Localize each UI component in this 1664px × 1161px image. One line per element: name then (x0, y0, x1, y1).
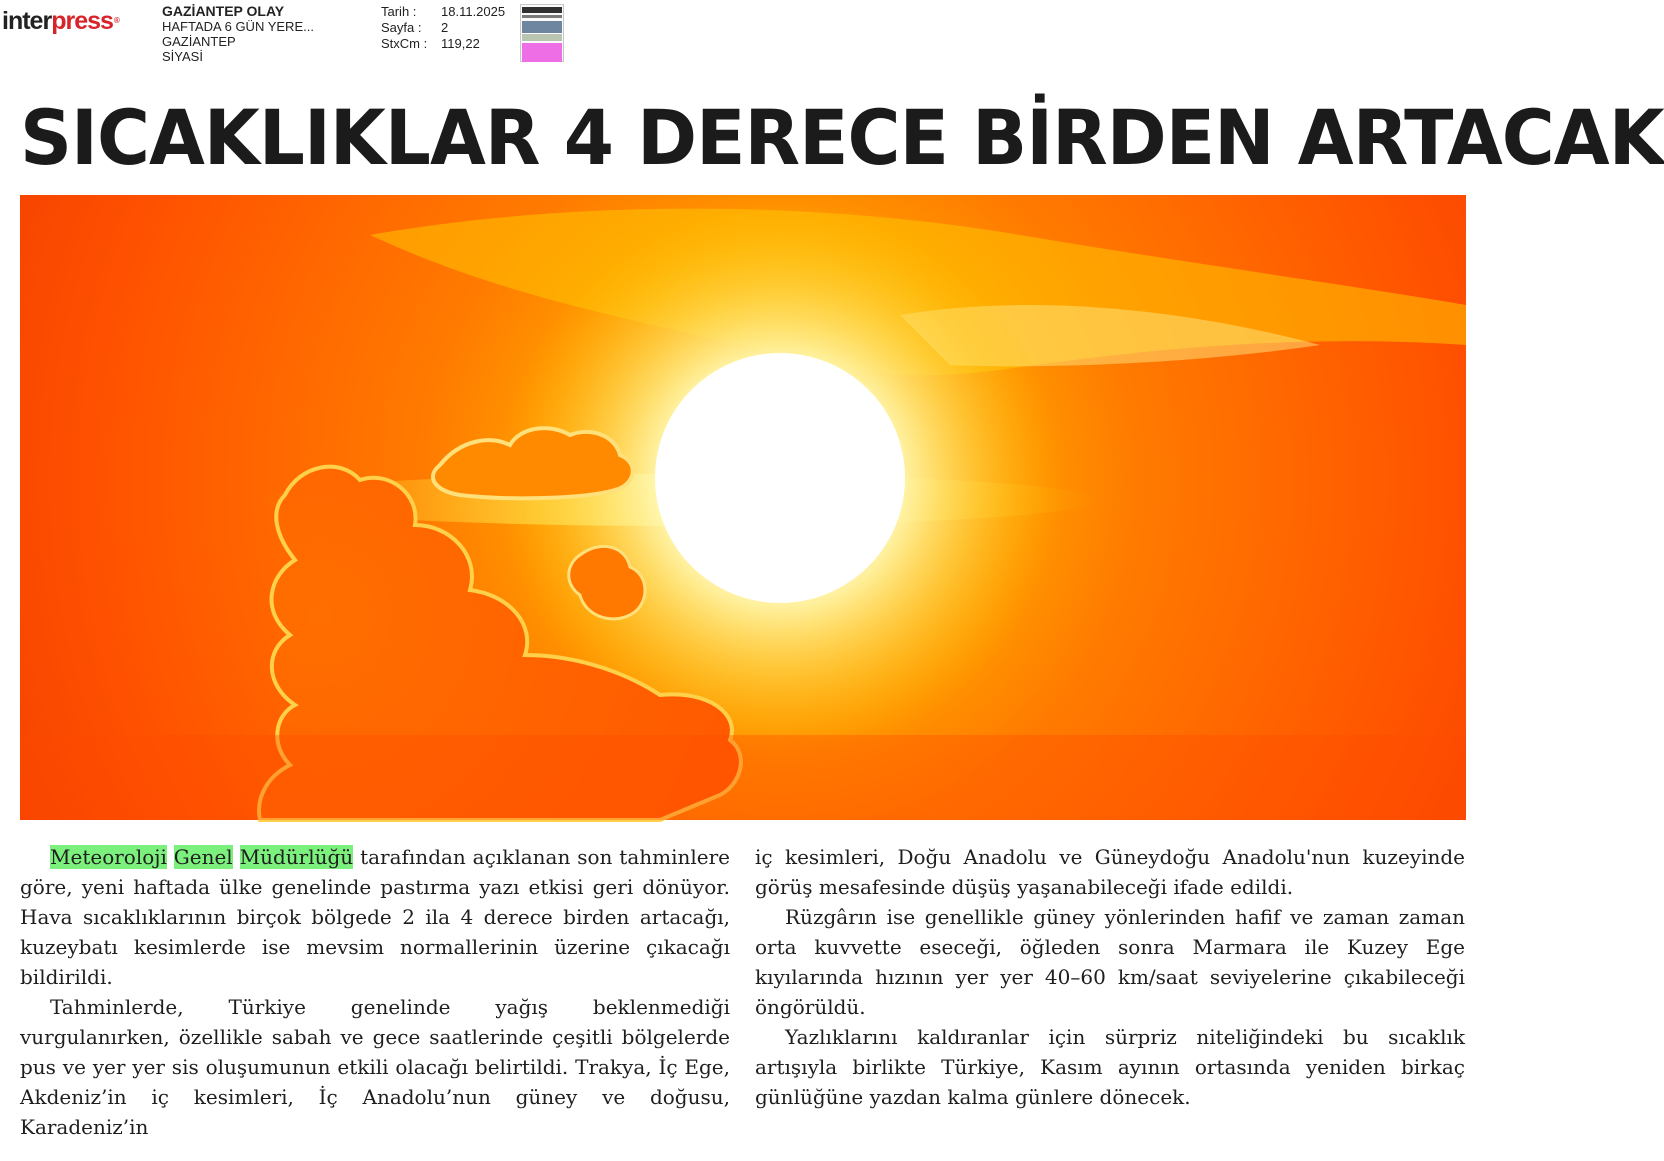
city-name: GAZİANTEP (162, 34, 236, 49)
publication-name: GAZİANTEP OLAY (162, 3, 285, 19)
paragraph-text: tarafından açıklanan son tahminlere göre, yeni haftada ülke genelinde pastırma yazı etkisi geri dönüyor. Hava sıcaklıklarının birçok bölgede 2 ila 4 derece birden artacağı, kuzeybatı kesimlerde ise mevsim normallerinin üzerine çıkacağı bildirildi. (20, 845, 730, 989)
clipping-info (162, 4, 372, 64)
logo-text-accent: press (51, 7, 113, 35)
article-headline: SICAKLIKLAR 4 DERECE BİRDEN ARTACAK (20, 93, 1664, 182)
logo-text-main: inter (2, 7, 52, 35)
thumbnail-text-block (522, 34, 562, 41)
interpress-logo (2, 6, 119, 36)
paragraph-continued: iç kesimleri, Doğu Anadolu ve Güneydoğu Anadolu'nun kuzeyinde görüş mesafesinde düşüş yaşanabileceği ifade edildi. (755, 845, 1465, 899)
highlighted-term: Meteoroloji (50, 845, 167, 869)
date-label: Tarih : (381, 4, 417, 19)
thumbnail-highlight-area (522, 43, 562, 62)
sunset-illustration (20, 195, 1466, 820)
paragraph (20, 842, 730, 992)
clipping-metrics (381, 4, 505, 52)
article-column-right (755, 842, 1465, 1112)
page-value: 2 (441, 20, 449, 35)
stxcm-row (381, 36, 505, 52)
page-label: Sayfa : (381, 20, 422, 35)
thumbnail-headline (522, 15, 562, 18)
article-photo-sun (20, 195, 1466, 820)
highlighted-term: Müdürlüğü (239, 845, 354, 869)
page-row (381, 20, 505, 36)
article-column-left (20, 842, 730, 1142)
stxcm-label: StxCm : (381, 36, 428, 51)
thumbnail-photo (522, 21, 562, 33)
paragraph: Yazlıklarını kaldıranlar için sürpriz niteliğindeki bu sıcaklık artışıyla birlikte Türkiye, Kasım ayının ortasında yeniden birkaç günlüğüne yazdan kalma günlere dönecek. (755, 1025, 1465, 1109)
date-row (381, 4, 505, 20)
logo-registered-mark: ® (113, 16, 119, 25)
paragraph: Tahminlerde, Türkiye genelinde yağış beklenmediği vurgulanırken, özellikle sabah ve gece saatlerinde çeşitli bölgelerde pus ve yer yer sis oluşumunun etkili olacağı belirtildi. Trakya, İç Ege, Akdeniz’in iç kesimleri, İç Anadolu’nun güney ve doğusu, Karadeniz’in (20, 995, 730, 1139)
article-short-title: HAFTADA 6 GÜN YERE... (162, 19, 314, 34)
thumbnail-masthead (522, 7, 562, 13)
stxcm-value: 119,22 (441, 36, 480, 51)
highlighted-term: Genel (173, 845, 233, 869)
date-value: 18.11.2025 (441, 4, 506, 19)
paragraph: Rüzgârın ise genellikle güney yönlerinden hafif ve zaman zaman orta kuvvette eseceği, öğleden sonra Marmara ile Kuzey Ege kıyılarında hızının yer yer 40–60 km/saat seviyelerine çıkabileceği öngörüldü. (755, 905, 1465, 1019)
page-thumbnail[interactable] (520, 4, 564, 62)
category-name: SİYASİ (162, 49, 203, 64)
